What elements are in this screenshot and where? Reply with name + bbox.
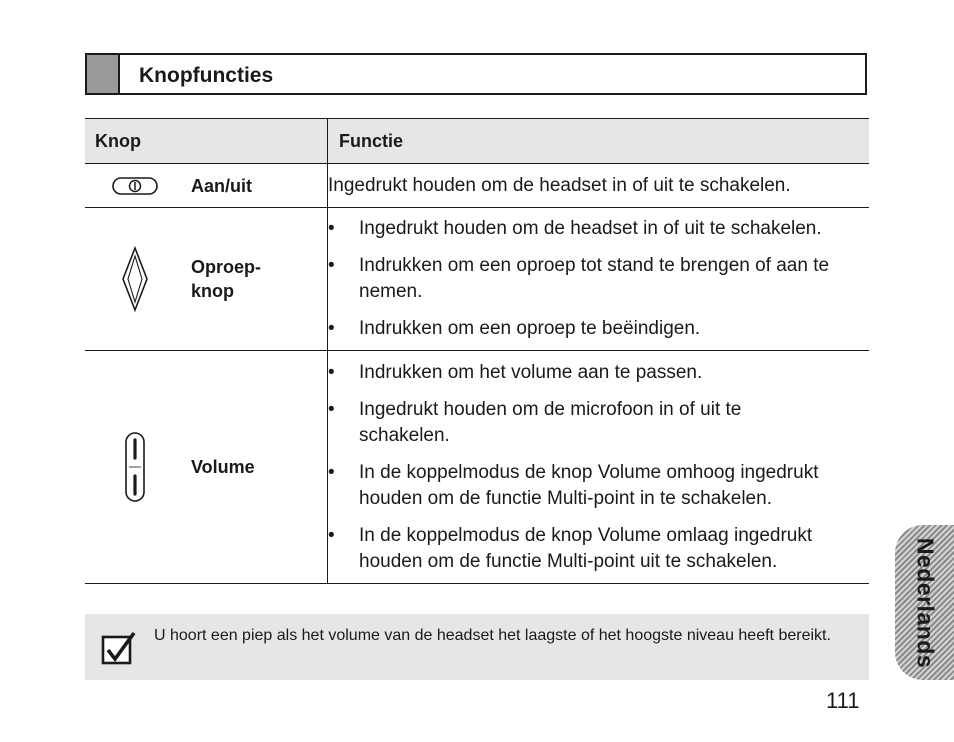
button-label-volume: Volume bbox=[191, 457, 255, 477]
header-function: Functie bbox=[328, 119, 870, 164]
button-label-power: Aan/uit bbox=[191, 175, 252, 196]
list-item: • Indrukken om een oproep tot stand te brengen of aan te nemen. bbox=[328, 253, 869, 305]
power-button-icon bbox=[85, 176, 185, 196]
list-item: • Ingedrukt houden om de headset in of uit te schakelen. bbox=[328, 216, 869, 242]
button-function-table bbox=[85, 118, 869, 584]
table-row bbox=[85, 164, 869, 208]
note-box bbox=[85, 614, 869, 680]
section-title-bar bbox=[85, 53, 867, 95]
table-row bbox=[85, 208, 869, 351]
note-text: U hoort een piep als het volume van de headset het laagste of het hoogste niveau heeft bereikt. bbox=[154, 627, 831, 644]
list-item: • In de koppelmodus de knop Volume omhoog ingedrukt houden om de functie Multi-point in te schakelen. bbox=[328, 460, 869, 512]
language-tab bbox=[895, 525, 954, 680]
function-text: Ingedrukt houden om de headset in of uit te schakelen. bbox=[328, 174, 791, 196]
header-button: Knop bbox=[85, 119, 328, 164]
page-number: 111 bbox=[826, 688, 860, 713]
checkmark-icon bbox=[101, 631, 137, 670]
language-tab-label: Nederlands bbox=[912, 537, 938, 668]
table-header-row bbox=[85, 119, 869, 164]
list-item: • Indrukken om het volume aan te passen. bbox=[328, 360, 869, 386]
list-item: • Ingedrukt houden om de microfoon in of uit te schakelen. bbox=[328, 397, 789, 449]
button-label-call: Oproep- knop bbox=[191, 257, 261, 301]
list-item: • Indrukken om een oproep te beëindigen. bbox=[328, 316, 869, 342]
title-marker bbox=[87, 55, 120, 93]
call-button-icon bbox=[85, 246, 185, 312]
table-row bbox=[85, 351, 869, 584]
function-list bbox=[328, 360, 869, 575]
function-list bbox=[328, 216, 869, 342]
section-title: Knopfuncties bbox=[139, 64, 274, 87]
list-item: • In de koppelmodus de knop Volume omlaag ingedrukt houden om de functie Multi-point uit te schakelen. bbox=[328, 523, 869, 575]
volume-button-icon bbox=[85, 431, 185, 503]
